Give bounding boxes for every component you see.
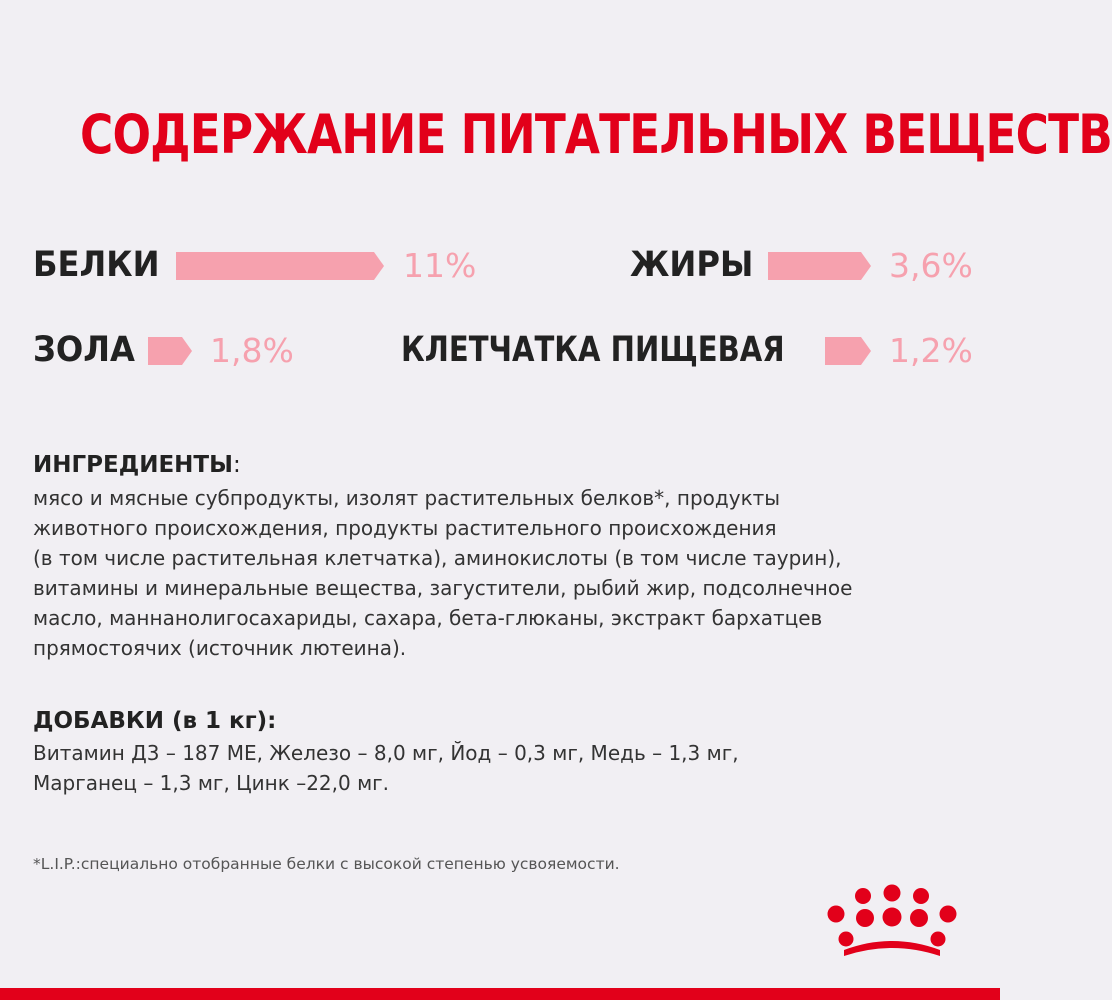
nutrient-bar-ash bbox=[148, 337, 192, 365]
additives-line: Марганец – 1,3 мг, Цинк –22,0 мг. bbox=[33, 771, 390, 795]
ingredients-heading bbox=[33, 452, 241, 478]
nutrient-value-protein: 11% bbox=[403, 246, 477, 285]
nutrient-label-fat: ЖИРЫ bbox=[630, 245, 754, 285]
nutrient-label-protein: БЕЛКИ bbox=[33, 245, 160, 285]
ingredients-line: животного происхождения, продукты растительного происхождения bbox=[33, 516, 777, 540]
ingredients-line: прямостоячих (источник лютеина). bbox=[33, 636, 407, 660]
bottom-accent-bar bbox=[0, 988, 1000, 1000]
nutrient-bar-protein bbox=[176, 252, 384, 280]
nutrient-label-ash: ЗОЛА bbox=[33, 330, 135, 370]
nutrient-bar-fat bbox=[768, 252, 871, 280]
ingredients-heading-text: ИНГРЕДИЕНТЫ bbox=[33, 452, 233, 478]
ingredients-line: мясо и мясные субпродукты, изолят растительных белков*, продукты bbox=[33, 486, 781, 510]
crown-logo-icon bbox=[822, 884, 962, 980]
page-title: СОДЕРЖАНИЕ ПИТАТЕЛЬНЫХ ВЕЩЕСТВ bbox=[80, 103, 1112, 166]
nutrient-value-ash: 1,8% bbox=[210, 331, 294, 370]
ingredients-line: (в том числе растительная клетчатка), аминокислоты (в том числе таурин), bbox=[33, 546, 842, 570]
nutrient-value-fiber: 1,2% bbox=[889, 331, 973, 370]
footnote: *L.I.P.:специально отобранные белки с высокой степенью усвояемости. bbox=[33, 855, 620, 873]
nutrient-bar-fiber bbox=[825, 337, 871, 365]
additives-line: Витамин Д3 – 187 МЕ, Железо – 8,0 мг, Йод – 0,3 мг, Медь – 1,3 мг, bbox=[33, 741, 739, 765]
additives-text bbox=[33, 738, 933, 798]
nutrient-value-fat: 3,6% bbox=[889, 246, 973, 285]
ingredients-line: витамины и минеральные вещества, загустители, рыбий жир, подсолнечное bbox=[33, 576, 853, 600]
ingredients-text bbox=[33, 483, 933, 663]
ingredients-line: масло, маннанолигосахариды, сахара, бета-глюканы, экстракт бархатцев bbox=[33, 606, 823, 630]
nutrient-label-fiber: КЛЕТЧАТКА ПИЩЕВАЯ bbox=[401, 330, 785, 370]
ingredients-heading-colon: : bbox=[232, 452, 241, 478]
additives-heading: ДОБАВКИ (в 1 кг): bbox=[33, 708, 277, 734]
